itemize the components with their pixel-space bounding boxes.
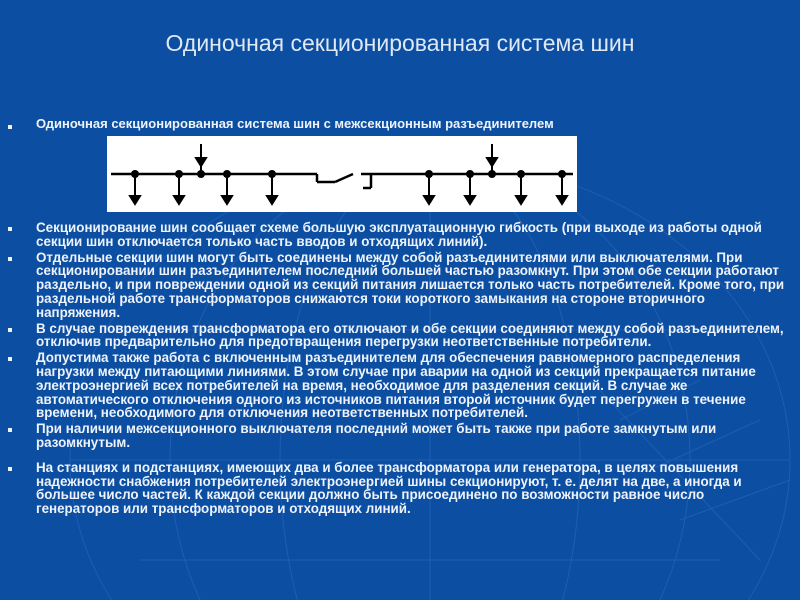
paragraph-text: Допустима также работа с включенным разъединителем для обеспечения равномерного распределения нагрузки между питающими линиями. В этом случае при аварии на одной из секций прекращается питание электроэнергией всех потребителей на время, необходимое для разделения секций. В случае же автоматического отключения одного из источников питания второй источник будет перегружен в течение времени, необходимого для отключения неответственных потребителей.	[36, 350, 756, 421]
bullet-marker	[8, 125, 12, 129]
bullet-marker	[8, 428, 12, 432]
bullet-marker	[8, 227, 12, 231]
bullet-marker	[8, 357, 12, 361]
list-item	[36, 251, 788, 320]
bullet-marker	[8, 257, 12, 261]
list-item	[36, 351, 788, 420]
subtitle-text: Одиночная секционированная система шин с межсекционным разъединителем	[36, 116, 554, 131]
slide-title: Одиночная секционированная система шин	[165, 30, 635, 56]
paragraph-text: В случае повреждения трансформатора его отключают и обе секции соединяют между собой разъединителем, отключив предварительно для предотвращения перегрузки неответственные потребители.	[36, 320, 784, 350]
paragraph-text: Отдельные секции шин могут быть соединены между собой разъединителями или выключателями. При секционировании шин разъединителем последний большей частью разомкнут. При этом обе секции работают раздельно, и при повреждении одной из секций питания лишается только часть потребителей. Кроме того, при раздельной работе трансформаторов снижаются токи короткого замыкания на стороне вторичного напряжения.	[36, 249, 785, 320]
busbar-diagram	[107, 136, 577, 212]
paragraph-text: На станциях и подстанциях, имеющих два и более трансформатора или генератора, в целях повышения надежности снабжения потребителей электроэнергией шины секционируют, т. е. делят на две, а иногда и большее число частей. К каждой секции должно быть присоединено по возможности равное число генераторов или трансформаторов и отходящих линий.	[36, 459, 742, 517]
bullet-marker	[8, 328, 12, 332]
list-item	[36, 322, 788, 350]
list-item	[36, 221, 788, 249]
list-item	[36, 461, 788, 516]
bullet-marker	[8, 467, 12, 471]
subtitle-item	[14, 116, 784, 131]
list-item	[36, 422, 788, 450]
paragraph-list	[36, 221, 788, 516]
busbar-schematic	[107, 136, 577, 212]
paragraph-text: Секционирование шин сообщает схеме большую эксплуатационную гибкость (при выходе из работы одной секции шин отключается только часть вводов и отходящих линий).	[36, 220, 762, 249]
sectional-disconnector	[335, 174, 353, 182]
paragraph-text: При наличии межсекционного выключателя последний может быть также при работе замкнутым или разомкнутым.	[36, 421, 717, 450]
